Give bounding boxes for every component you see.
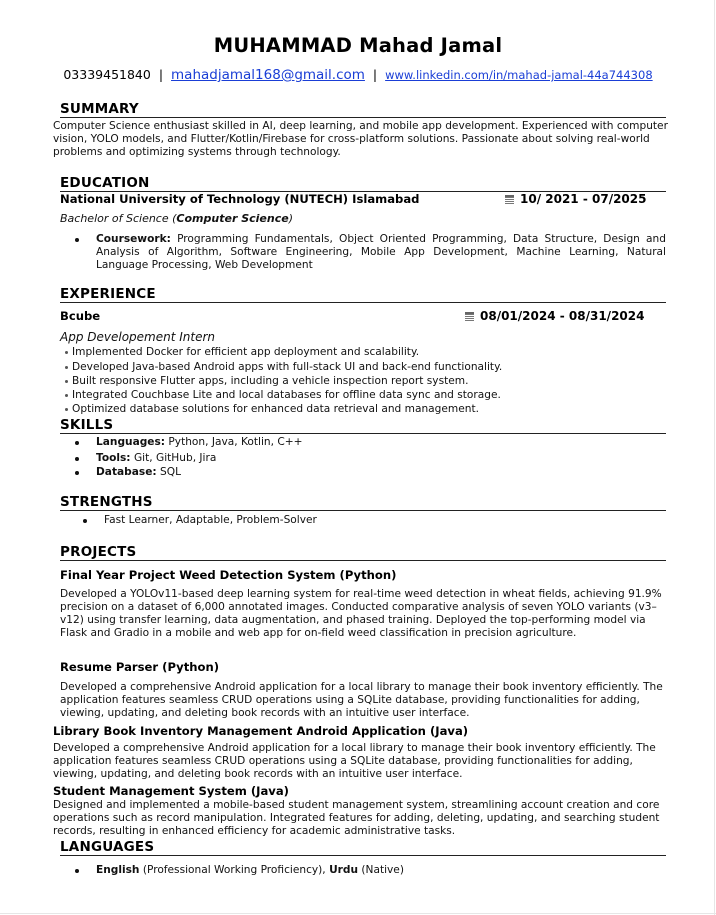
bullet-icon <box>75 471 79 475</box>
summary-text: Computer Science enthusiast skilled in AI, deep learning, and mobile app development. Experienced with computer vision, YOLO models, and Flutter/Kotlin/Firebase for cross-platform solutions. Passionate about solving real-world problems and optimizing systems through technology. <box>53 120 668 158</box>
bullet-icon <box>65 394 68 397</box>
project-title: Resume Parser (Python) <box>60 660 220 674</box>
experience-dates <box>465 309 644 323</box>
experience-company: Bcube <box>60 309 101 323</box>
candidate-name: MUHAMMAD Mahad Jamal <box>213 34 503 57</box>
bullet-icon <box>65 351 68 354</box>
education-degree <box>60 212 293 225</box>
languages-heading: LANGUAGES <box>60 839 666 856</box>
experience-role: App Developement Intern <box>60 330 216 344</box>
contact-separator: | <box>372 67 378 82</box>
project-description: Developed a comprehensive Android application for a local library to manage their book inventory efficiently. The application features seamless CRUD operations using a SQLite database, providing functionalities for adding, viewing, updating, and deleting book records with an intuitive user interface. <box>53 742 656 780</box>
languages-line <box>96 864 404 877</box>
strengths-text: Fast Learner, Adaptable, Problem-Solver <box>104 514 317 526</box>
bullet-icon <box>83 519 87 523</box>
skill-value: Python, Java, Kotlin, C++ <box>168 436 303 448</box>
skill-label: Languages: <box>96 436 166 448</box>
bullet-icon <box>75 869 79 873</box>
skill-value: Git, GitHub, Jira <box>133 452 217 464</box>
summary-heading: SUMMARY <box>60 101 666 118</box>
language-name: English <box>96 864 140 876</box>
project-description: Developed a comprehensive Android application for a local library to manage their book inventory efficiently. The application features seamless CRUD operations using a SQLite database, providing functionalities for adding, viewing, updating, and deleting book records with an intuitive user interface. <box>60 681 663 719</box>
experience-heading: EXPERIENCE <box>60 286 666 303</box>
contact-separator: | <box>158 67 164 82</box>
experience-bullet: Built responsive Flutter apps, including a vehicle inspection report system. <box>72 375 469 387</box>
education-dates-text: 10/ 2021 - 07/2025 <box>520 192 647 206</box>
linkedin-link[interactable]: www.linkedin.com/in/mahad-jamal-44a744308 <box>385 68 653 82</box>
experience-bullet: Optimized database solutions for enhanced data retrieval and management. <box>72 403 479 415</box>
bullet-icon <box>75 441 79 445</box>
education-institution: National University of Technology (NUTECH) Islamabad <box>60 192 420 206</box>
phone-number: 03339451840 <box>63 67 151 82</box>
bullet-icon <box>75 238 79 242</box>
project-title: Student Management System (Java) <box>53 784 289 798</box>
education-coursework <box>96 233 666 272</box>
strengths-heading: STRENGTHS <box>60 494 666 511</box>
language-level: (Native) <box>361 864 404 876</box>
bullet-icon <box>65 380 68 383</box>
bullet-icon <box>65 408 68 411</box>
experience-bullet: Developed Java-based Android apps with full-stack UI and back-end functionality. <box>72 361 503 373</box>
email-link[interactable]: mahadjamal168@gmail.com <box>171 67 365 83</box>
page-border-right <box>714 0 715 915</box>
skill-item <box>96 466 181 479</box>
calendar-icon <box>505 195 514 204</box>
skill-label: Database: <box>96 466 157 478</box>
education-heading: EDUCATION <box>60 175 666 192</box>
page-border-bottom <box>0 913 716 914</box>
language-level: (Professional Working Proficiency), <box>142 864 326 876</box>
project-title: Library Book Inventory Management Android Application (Java) <box>53 724 469 738</box>
bullet-icon <box>65 366 68 369</box>
bullet-icon <box>75 457 79 461</box>
experience-bullet: Integrated Couchbase Lite and local databases for offline data sync and storage. <box>72 389 501 401</box>
calendar-icon <box>465 312 474 321</box>
projects-heading: PROJECTS <box>60 544 666 561</box>
skills-heading: SKILLS <box>60 417 666 434</box>
coursework-label: Coursework: <box>96 233 171 245</box>
project-description: Developed a YOLOv11-based deep learning system for real-time weed detection in wheat fields, achieving 91.9% precision on a dataset of 6,000 annotated images. Conducted comparative analysis of seven YOLO variants (v3–v12) using transfer learning, data augmentation, and phased training. Deployed the top-performing model via Flask and Gradio in a mobile and web app for on-field weed classification in precision agriculture. <box>60 588 662 639</box>
skill-label: Tools: <box>96 452 131 464</box>
skill-item <box>96 436 303 449</box>
coursework-text: Programming Fundamentals, Object Oriented Programming, Data Structure, Design and Analysis of Algorithm, Software Engineering, Mobile App Development, Machine Learning, Natural Language Processing, Web Development <box>96 233 666 271</box>
experience-dates-text: 08/01/2024 - 08/31/2024 <box>480 309 645 323</box>
contact-line <box>0 67 716 83</box>
project-title: Final Year Project Weed Detection System (Python) <box>60 568 397 582</box>
skill-item <box>96 452 216 465</box>
degree-field: Computer Science <box>176 212 289 225</box>
project-description: Designed and implemented a mobile-based student management system, streamlining account creation and core operations such as record manipulation. Integrated features for adding, deleting, updating, and searching student records, resulting in enhanced efficiency for academic administrative tasks. <box>53 799 660 837</box>
experience-bullet: Implemented Docker for efficient app deployment and scalability. <box>72 346 420 358</box>
language-name: Urdu <box>329 864 359 876</box>
degree-suffix: ) <box>288 212 293 225</box>
skill-value: SQL <box>160 466 181 478</box>
education-dates <box>505 192 646 206</box>
degree-prefix: Bachelor of Science ( <box>60 212 177 225</box>
